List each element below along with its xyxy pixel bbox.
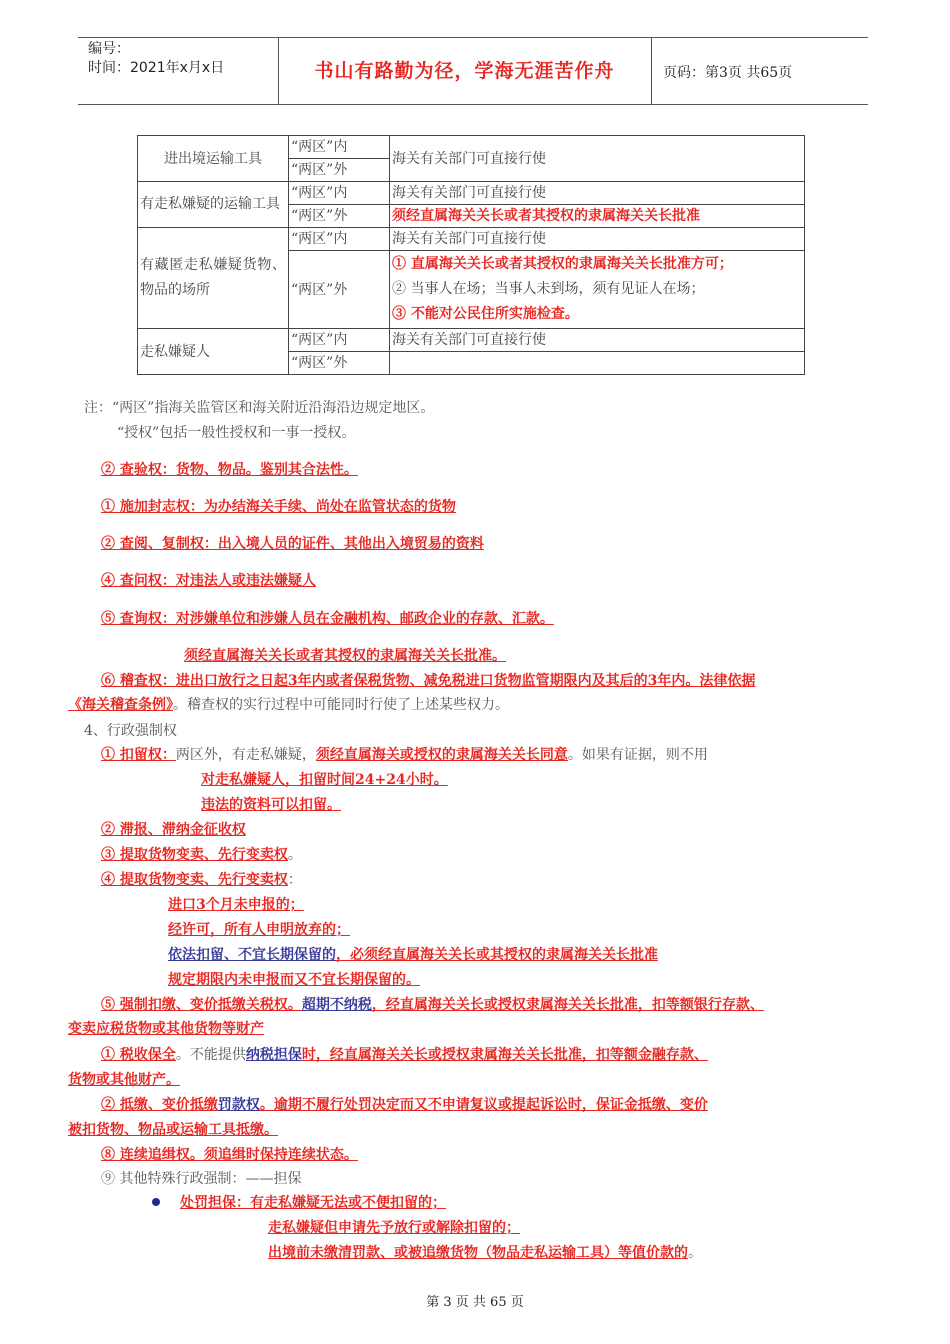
tax-preservation-label: ① 税收保全	[101, 1047, 176, 1063]
note-two-zones: 注：“两区”指海关监管区和海关附近沿海沿边规定地区。	[84, 400, 435, 416]
header-page-info: 页码：第3页 共65页	[663, 65, 793, 81]
tax-guarantee: 纳税担保	[245, 1047, 302, 1063]
power-seal: ① 施加封志权：为办结海关手续、尚处在监管状态的货物	[101, 499, 456, 515]
sell-power-2-end: ：	[287, 872, 302, 888]
late-fee-power: ② 滞报、滞纳金征收权	[101, 822, 246, 838]
sell-power-end: 。	[287, 847, 302, 863]
section-title: 4、行政强制权	[84, 723, 177, 739]
table-cell: “两区”内	[289, 136, 390, 159]
bullet-icon	[152, 1198, 160, 1206]
sell-power	[101, 844, 302, 864]
table-cell: 海关有关部门可直接行使	[390, 228, 805, 251]
tax-preservation-line2: 货物或其他财产。	[68, 1072, 180, 1088]
table-cell: 海关有关部门可直接行使	[390, 182, 805, 205]
detain-exception: 。如果有证据，则不用	[567, 747, 708, 763]
guarantee-item-1: 处罚担保：有走私嫌疑无法或不便扣留的；	[180, 1195, 446, 1211]
sell-power-2-label: ④ 提取货物变卖、先行变卖权	[101, 872, 288, 888]
other-enforcement: ⑨ 其他特殊行政强制：——担保	[101, 1171, 302, 1187]
time-label: 时间：2021年x月x日	[88, 60, 225, 76]
condition-3: ③ 不能对公民住所实施检查。	[392, 306, 579, 322]
sell-cond-2: 经许可，所有人申明放弃的；	[168, 922, 350, 938]
table-row	[138, 329, 805, 352]
page-header	[78, 37, 868, 105]
table-cell: “两区”外	[289, 159, 390, 182]
force-deduct-overdue: 超期不纳税	[301, 997, 372, 1013]
tax-preservation-approval: 时，经直属海关关长或授权隶属海关关长批准，扣等额金融存款、	[301, 1047, 708, 1063]
table-cell: “两区”外	[289, 251, 390, 329]
guarantee-item-3-text: 出境前未缴清罚款、或被追缴货物（物品走私运输工具）等值价款的	[268, 1245, 688, 1261]
table-cell	[390, 251, 805, 329]
sell-power-2	[101, 869, 302, 889]
table-row	[138, 136, 805, 159]
table-row	[138, 228, 805, 251]
header-divider	[651, 38, 652, 104]
table-cell: “两区”外	[289, 352, 390, 375]
sell-cond-1: 进口3个月未申报的；	[168, 897, 304, 913]
sell-power-label: ③ 提取货物变卖、先行变卖权	[101, 847, 288, 863]
detain-power	[101, 744, 708, 764]
power-question: ④ 查问权：对违法人或违法嫌疑人	[101, 573, 316, 589]
guarantee-item-3-end: 。	[688, 1245, 702, 1261]
table-row	[138, 182, 805, 205]
power-enquiry-approval: 须经直属海关关长或者其授权的隶属海关关长批准。	[184, 648, 506, 664]
sell-cond-4: 规定期限内未申报而又不宜长期保留的。	[168, 972, 420, 988]
header-left	[88, 40, 224, 78]
detain-approval: 须经直属海关或授权的隶属海关关长同意	[315, 747, 568, 763]
power-enquiry: ⑤ 查询权：对涉嫌单位和涉嫌人员在金融机构、邮政企业的存款、汇款。	[101, 611, 554, 627]
audit-regulation: 《海关稽查条例》	[68, 697, 173, 713]
offset-label: ② 抵缴、变价抵缴	[101, 1097, 218, 1113]
condition-1: ① 直属海关关长或者其授权的隶属海关关长批准方可；	[392, 256, 733, 272]
guarantee-item-2: 走私嫌疑但申请先予放行或解除扣留的；	[268, 1220, 520, 1236]
force-deduct-power	[101, 994, 764, 1014]
header-motto: 书山有路勤为径，学海无涯苦作舟	[314, 60, 615, 82]
pursuit-power: ⑧ 连续追缉权。须追缉时保持连续状态。	[101, 1147, 358, 1163]
offset-power	[101, 1094, 708, 1114]
sell-cond-3-b: ，必须经直属海关关长或其授权的隶属海关关长批准	[336, 947, 658, 963]
offset-line2: 被扣货物、物品或运输工具抵缴。	[68, 1122, 278, 1138]
detain-suspect: 对走私嫌疑人，扣留时间24+24小时。	[201, 772, 448, 788]
guarantee-item-3	[268, 1242, 702, 1262]
detain-materials: 违法的资料可以扣留。	[201, 797, 341, 813]
sell-cond-3	[168, 944, 658, 964]
number-label: 编号：	[88, 41, 130, 57]
tax-preservation-cond: 。不能提供	[175, 1047, 246, 1063]
audit-note: 。稽查权的实行过程中可能同时行使了上述某些权力。	[173, 697, 509, 713]
table-cell: “两区”内	[289, 182, 390, 205]
tax-preservation	[101, 1044, 708, 1064]
table-cell: 须经直属海关关长或者其授权的隶属海关关长批准	[390, 205, 805, 228]
table-cell: 有藏匿走私嫌疑货物、物品的场所	[138, 228, 289, 329]
table-cell: 海关有关部门可直接行使	[390, 329, 805, 352]
detain-label: ① 扣留权：	[101, 747, 176, 763]
power-audit-line2	[68, 694, 509, 714]
powers-table	[137, 135, 805, 375]
offset-desc: 。逾期不履行处罚决定而又不申请复议或提起诉讼时，保证金抵缴、变价	[259, 1097, 708, 1113]
force-deduct-approval: ，经直属海关关长或授权隶属海关关长批准，扣等额银行存款、	[371, 997, 764, 1013]
table-cell	[390, 352, 805, 375]
table-cell: 走私嫌疑人	[138, 329, 289, 375]
note-authorization: “授权”包括一般性授权和一事一授权。	[117, 425, 356, 441]
force-deduct-label: ⑤ 强制扣缴、变价抵缴关税权。	[101, 997, 302, 1013]
power-consult: ② 查阅、复制权：出入境人员的证件、其他出入境贸易的资料	[101, 536, 484, 552]
page-footer: 第 3 页 共 65 页	[426, 1295, 524, 1310]
table-cell: “两区”外	[289, 205, 390, 228]
condition-2: ② 当事人在场；当事人未到场，须有见证人在场；	[392, 281, 705, 297]
table-cell: “两区”内	[289, 329, 390, 352]
table-cell: 海关有关部门可直接行使	[390, 136, 805, 182]
table-cell: 有走私嫌疑的运输工具	[138, 182, 289, 228]
fine-power: 罚款权	[217, 1097, 260, 1113]
detain-scope: 两区外，有走私嫌疑，	[175, 747, 316, 763]
table-cell: “两区”内	[289, 228, 390, 251]
power-inspection: ② 查验权：货物、物品。鉴别其合法性。	[101, 462, 358, 478]
table-cell: 进出境运输工具	[138, 136, 289, 182]
force-deduct-line2: 变卖应税货物或其他货物等财产	[68, 1021, 264, 1037]
power-audit: ⑥ 稽查权：进出口放行之日起3年内或者保税货物、减免税进口货物监管期限内及其后的3年内。法律依据	[101, 673, 756, 689]
sell-cond-3-a: 依法扣留、不宜长期保留的	[168, 947, 336, 963]
